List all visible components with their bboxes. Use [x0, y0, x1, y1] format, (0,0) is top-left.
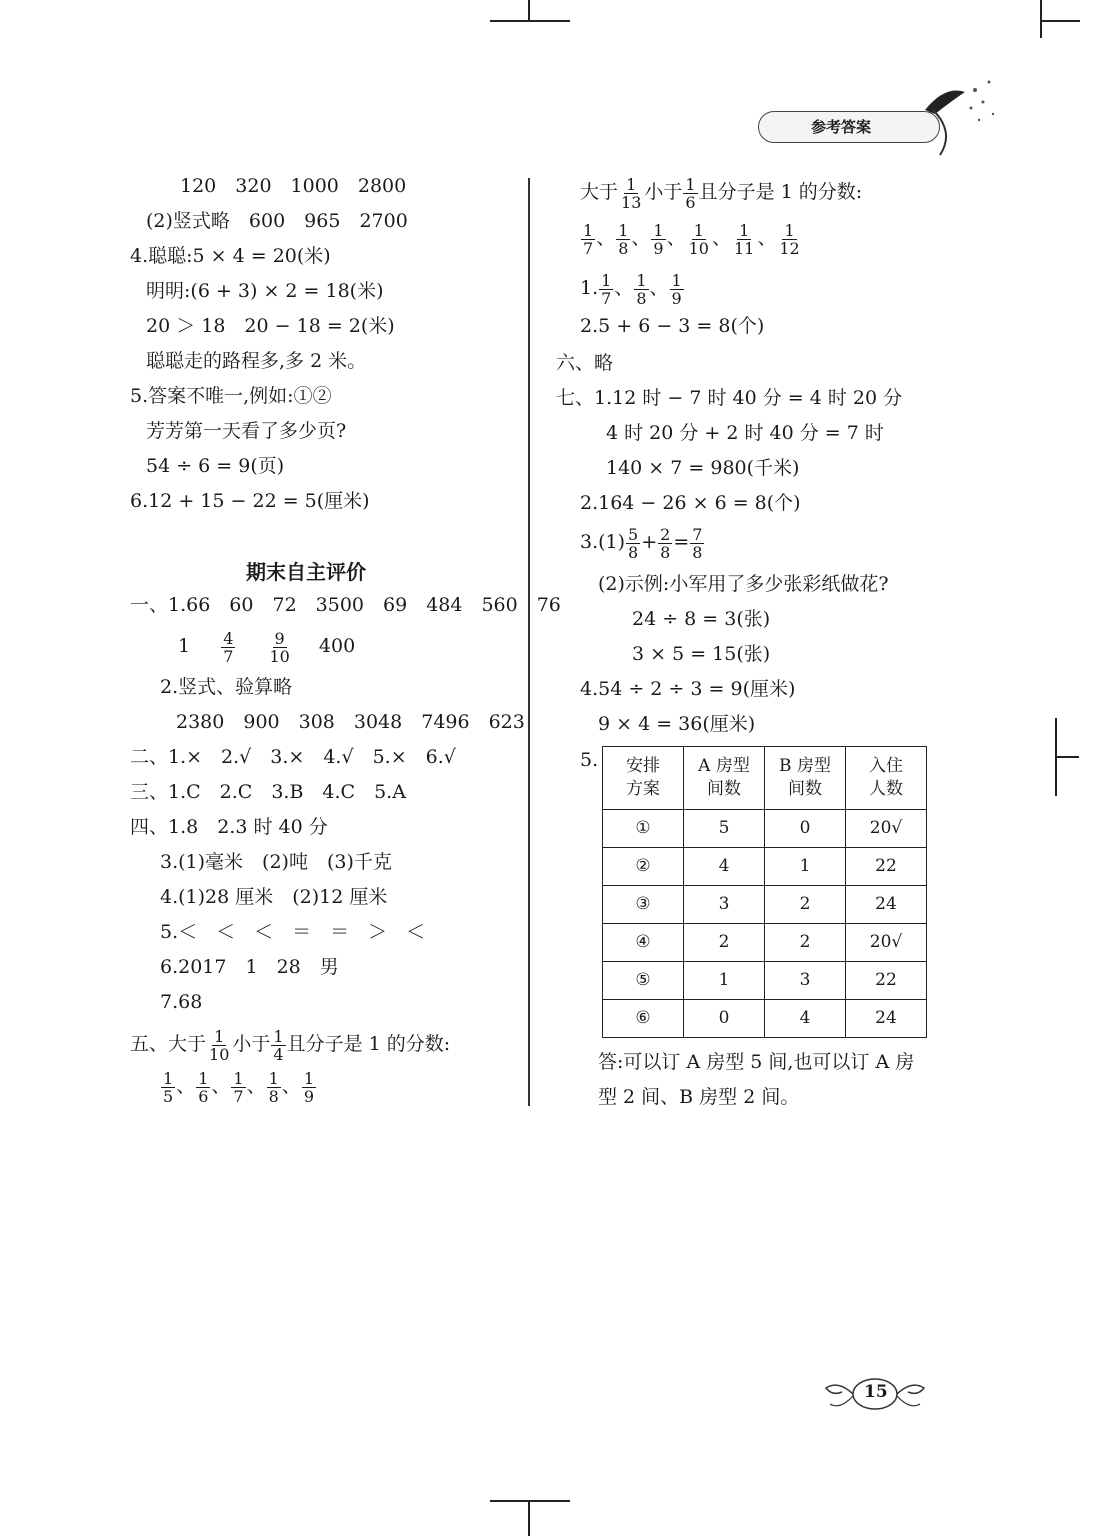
text-line: 20 ＞ 18 20 − 18 = 2(米)	[146, 315, 395, 337]
separator: 、	[176, 1075, 196, 1097]
separator: 、	[711, 227, 731, 249]
table-cell: 24	[846, 1000, 927, 1038]
text-item: 1	[178, 635, 191, 657]
numerator: 4	[223, 628, 234, 648]
numerator: 1	[583, 220, 594, 240]
text-line: 5.答案不唯一,例如:①②	[130, 385, 332, 407]
table-header-row	[603, 747, 927, 810]
crop-mark	[490, 1500, 570, 1502]
fraction	[599, 272, 613, 307]
separator: 、	[649, 277, 669, 299]
crop-mark	[1040, 20, 1080, 22]
crop-mark	[528, 0, 530, 20]
separator: 、	[596, 227, 616, 249]
text-line: (2)示例:小军用了多少张彩纸做花?	[598, 573, 889, 595]
fraction	[267, 1070, 281, 1105]
text-line: 120 320 1000 2800	[180, 175, 407, 197]
fraction	[651, 222, 665, 257]
table-cell: 5	[684, 810, 765, 848]
denominator: 8	[618, 238, 629, 258]
denominator: 8	[660, 542, 671, 562]
fraction	[231, 1070, 245, 1105]
denominator: 7	[583, 238, 594, 258]
table-cell: 3	[765, 962, 846, 1000]
numerator: 1	[784, 220, 795, 240]
fraction	[267, 630, 291, 665]
crop-mark	[1055, 756, 1079, 758]
denominator: 9	[653, 238, 664, 258]
separator: 、	[246, 1075, 266, 1097]
denominator: 4	[273, 1044, 284, 1064]
numerator: 1	[671, 270, 682, 290]
separator: 、	[757, 227, 777, 249]
quill-decoration-icon	[905, 70, 1000, 160]
numerator: 1	[233, 1068, 244, 1088]
denominator: 13	[621, 192, 642, 212]
table-cell: 4	[765, 1000, 846, 1038]
fraction	[161, 1070, 175, 1105]
numerator: 1	[268, 1068, 279, 1088]
text-line: 3.(1)毫米 (2)吨 (3)千克	[160, 851, 392, 873]
fraction	[619, 176, 643, 211]
table-cell: 0	[765, 810, 846, 848]
fraction	[634, 272, 648, 307]
table-cell: ②	[603, 848, 684, 886]
table-row	[603, 962, 927, 1000]
crop-mark	[1040, 0, 1042, 38]
separator: 、	[631, 227, 651, 249]
numerator: 1	[693, 220, 704, 240]
table-cell: 22	[846, 962, 927, 1000]
denominator: 6	[685, 192, 696, 212]
table-cell: 22	[846, 848, 927, 886]
denominator: 8	[692, 542, 703, 562]
text-line: 6.12 + 15 − 22 = 5(厘米)	[130, 490, 370, 512]
numerator: 5	[628, 524, 639, 544]
text-line: 二、1.× 2.√ 3.× 4.√ 5.× 6.√	[130, 746, 456, 768]
page-number-ornament	[820, 1372, 930, 1416]
table-cell: ①	[603, 810, 684, 848]
text-item: 小于	[644, 181, 683, 203]
table-cell: ⑥	[603, 1000, 684, 1038]
fraction	[581, 222, 595, 257]
text-item: 400	[318, 635, 356, 657]
table-cell: ③	[603, 886, 684, 924]
separator: 、	[281, 1075, 301, 1097]
denominator: 6	[198, 1086, 209, 1106]
text-line: 聪聪走的路程多,多 2 米。	[146, 350, 367, 372]
header-line: 安排	[626, 756, 660, 776]
crop-mark	[490, 20, 570, 22]
page-number: 15	[864, 1382, 888, 1402]
text-line: 24 ÷ 8 = 3(张)	[632, 608, 771, 630]
text-line: 6.2017 1 28 男	[160, 956, 339, 978]
denominator: 5	[163, 1086, 174, 1106]
table-cell: 1	[765, 848, 846, 886]
numerator: 1	[653, 220, 664, 240]
table-header-cell	[846, 747, 927, 810]
text-line: 2.竖式、验算略	[160, 676, 293, 698]
fraction	[207, 1028, 231, 1063]
text-line: 4.聪聪:5 × 4 = 20(米)	[130, 245, 331, 267]
text-item: 大于	[580, 181, 619, 203]
table-cell: 1	[684, 962, 765, 1000]
table-row	[603, 810, 927, 848]
numerator: 2	[660, 524, 671, 544]
fraction	[271, 1028, 285, 1063]
crop-mark	[528, 1500, 530, 1536]
text-line: 3 × 5 = 15(张)	[632, 643, 771, 665]
denominator: 7	[601, 288, 612, 308]
text-line: (2)竖式略 600 965 2700	[146, 210, 408, 232]
text-line: 9 × 4 = 36(厘米)	[598, 713, 756, 735]
header-line: 入住	[869, 756, 903, 776]
text-line: 4.(1)28 厘米 (2)12 厘米	[160, 886, 388, 908]
fraction-line	[130, 1024, 450, 1064]
table-cell: 20√	[846, 924, 927, 962]
table-cell: 2	[765, 924, 846, 962]
text-line: 2.164 − 26 × 6 = 8(个)	[580, 492, 801, 514]
text-item: 1.	[580, 277, 599, 299]
header-line: A 房型	[698, 756, 750, 776]
numerator: 7	[692, 524, 703, 544]
numerator: 1	[618, 220, 629, 240]
table-cell: 2	[765, 886, 846, 924]
fraction	[683, 176, 697, 211]
text-item: 小于	[232, 1033, 271, 1055]
table-row	[603, 886, 927, 924]
numerator: 1	[636, 270, 647, 290]
denominator: 8	[628, 542, 639, 562]
numerator: 1	[198, 1068, 209, 1088]
text-line: 54 ÷ 6 = 9(页)	[146, 455, 285, 477]
fraction	[626, 526, 640, 561]
fraction	[196, 1070, 210, 1105]
fraction	[687, 222, 711, 257]
numerator: 1	[626, 174, 637, 194]
table-cell: 2	[684, 924, 765, 962]
text-line: 140 × 7 = 980(千米)	[606, 457, 800, 479]
text-line: 四、1.8 2.3 时 40 分	[130, 816, 328, 838]
denominator: 12	[779, 238, 800, 258]
text-item: 且分子是 1 的分数:	[698, 181, 863, 203]
fraction	[732, 222, 756, 257]
text-line: 4 时 20 分 + 2 时 40 分 = 7 时	[606, 422, 884, 444]
table-cell: 4	[684, 848, 765, 886]
text-item: 五、大于	[130, 1033, 207, 1055]
fraction	[670, 272, 684, 307]
denominator: 7	[223, 646, 234, 666]
text-line: 三、1.C 2.C 3.B 4.C 5.A	[130, 781, 406, 803]
table-cell: 24	[846, 886, 927, 924]
separator: 、	[614, 277, 634, 299]
table-cell: ⑤	[603, 962, 684, 1000]
table-row	[603, 924, 927, 962]
text-line: 答:可以订 A 房型 5 间,也可以订 A 房	[598, 1051, 915, 1073]
table-cell: 3	[684, 886, 765, 924]
numerator: 1	[163, 1068, 174, 1088]
numerator: 1	[214, 1026, 225, 1046]
text-line: 7.68	[160, 991, 203, 1013]
text-line: 明明:(6 + 3) × 2 = 18(米)	[146, 280, 384, 302]
text-line: 2380 900 308 3048 7496 623	[176, 711, 525, 733]
header-line: 方案	[626, 779, 660, 799]
text-line: 4.54 ÷ 2 ÷ 3 = 9(厘米)	[580, 678, 796, 700]
separator: 、	[666, 227, 686, 249]
denominator: 10	[209, 1044, 230, 1064]
room-plan-table	[602, 746, 927, 1038]
table-cell: ④	[603, 924, 684, 962]
header-line: 间数	[788, 779, 822, 799]
numerator: 9	[274, 628, 285, 648]
separator: 、	[211, 1075, 231, 1097]
text-line: 七、1.12 时 − 7 时 40 分 = 4 时 20 分	[556, 387, 903, 409]
fraction	[302, 1070, 316, 1105]
fraction-list	[580, 218, 803, 258]
header-line: 间数	[707, 779, 741, 799]
numerator: 1	[601, 270, 612, 290]
table-header-cell	[603, 747, 684, 810]
fraction-line	[580, 522, 705, 562]
table-header-cell	[684, 747, 765, 810]
text-line: 5.	[580, 749, 599, 771]
header-badge-text: 参考答案	[811, 118, 872, 136]
text-item: +	[641, 531, 658, 553]
table-header-cell	[765, 747, 846, 810]
header-line: 人数	[869, 779, 903, 799]
header-line: B 房型	[779, 756, 831, 776]
text-line: 一、1.66 60 72 3500 69 484 560 76	[130, 594, 561, 616]
numerator: 1	[685, 174, 696, 194]
text-line: 2.5 + 6 − 3 = 8(个)	[580, 315, 765, 337]
text-line: 六、略	[556, 352, 614, 374]
denominator: 7	[233, 1086, 244, 1106]
table-cell: 20√	[846, 810, 927, 848]
fraction	[777, 222, 801, 257]
numerator: 1	[303, 1068, 314, 1088]
denominator: 8	[268, 1086, 279, 1106]
numerator: 1	[273, 1026, 284, 1046]
fraction	[616, 222, 630, 257]
text-line: 芳芳第一天看了多少页?	[146, 420, 347, 442]
denominator: 10	[269, 646, 290, 666]
column-divider	[528, 178, 530, 1106]
denominator: 10	[688, 238, 709, 258]
fraction	[690, 526, 704, 561]
fraction	[221, 630, 235, 665]
table-row	[603, 1000, 927, 1038]
section-title: 期末自主评价	[246, 560, 366, 584]
text-line: 型 2 间、B 房型 2 间。	[598, 1086, 800, 1108]
table-row	[603, 848, 927, 886]
denominator: 9	[303, 1086, 314, 1106]
text-line: 5.＜ ＜ ＜ ＝ ＝ ＞ ＜	[160, 921, 426, 943]
text-item: 3.(1)	[580, 531, 626, 553]
fraction-line	[178, 626, 355, 666]
numerator: 1	[739, 220, 750, 240]
fraction	[658, 526, 672, 561]
table-cell: 0	[684, 1000, 765, 1038]
fraction-line	[580, 268, 685, 308]
denominator: 11	[733, 238, 755, 258]
text-item: =	[673, 531, 690, 553]
fraction-line	[580, 172, 862, 212]
fraction-list	[160, 1066, 317, 1106]
text-item: 且分子是 1 的分数:	[286, 1033, 451, 1055]
denominator: 9	[671, 288, 682, 308]
denominator: 8	[636, 288, 647, 308]
